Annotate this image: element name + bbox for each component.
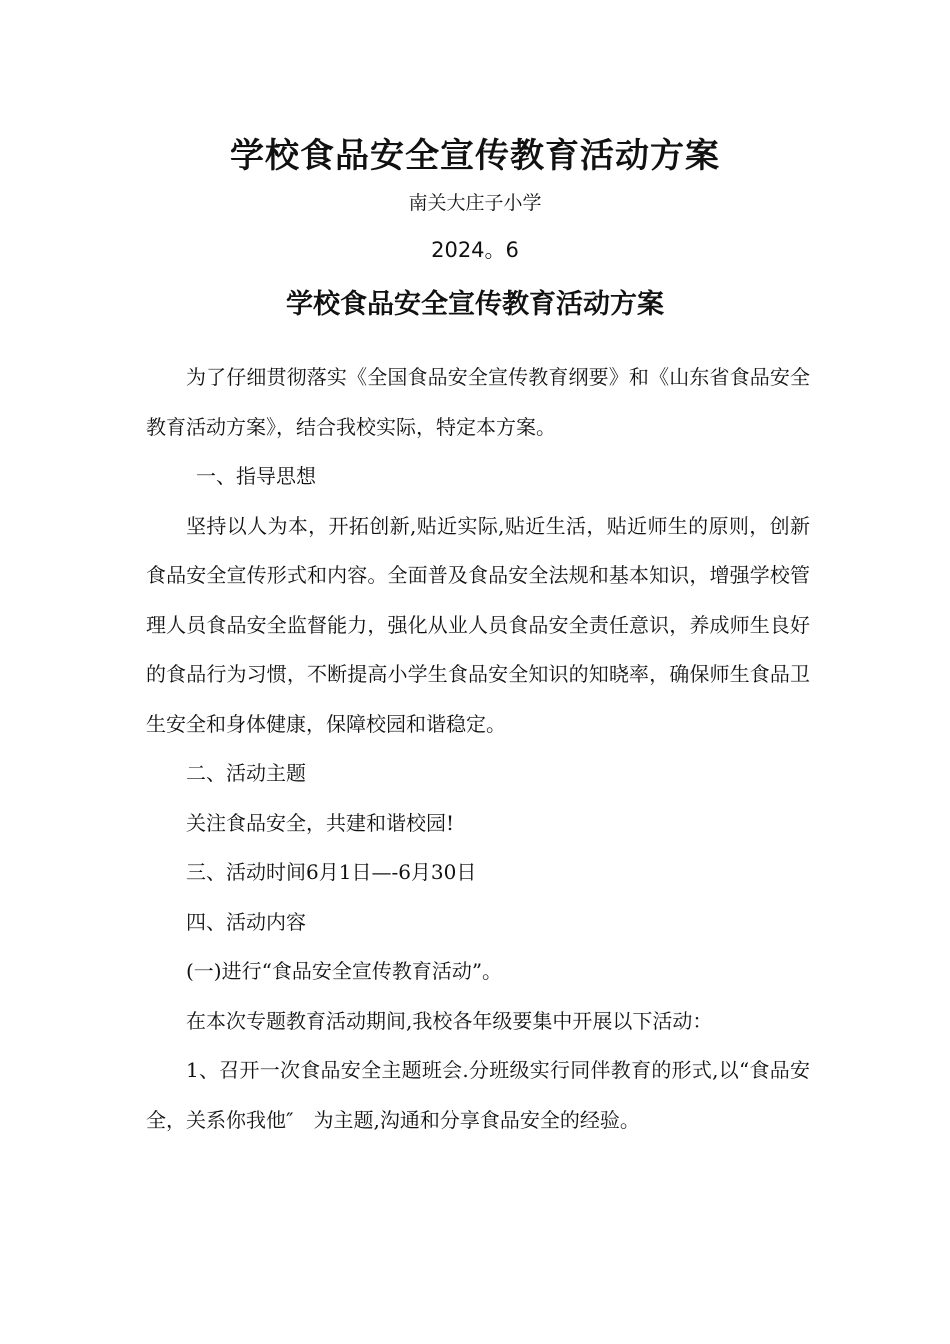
document-body [146,353,810,1145]
subsection-heading-1: (一)进行“食品安全宣传教育活动”。 [186,959,503,983]
section-heading-activity-time: 三、活动时间6月1日—-6月30日 [186,860,477,884]
section-heading-activity-content: 四、活动内容 [186,909,306,934]
activity-theme-paragraph: 关注食品安全，共建和谐校园! [186,810,455,835]
section-heading-guiding-ideology: 一、指导思想 [196,464,316,488]
section-heading-activity-theme: 二、活动主题 [186,761,306,785]
document-subtitle: 学校食品安全宣传教育活动方案 [286,289,664,320]
activity-intro-paragraph: 在本次专题教育活动期间,我校各年级要集中开展以下活动： [186,1008,713,1033]
activity-item-1: 1、召开一次食品安全主题班会.分班级实行同伴教育的形式,以“食品安全，关系你我他″ 为主题,沟通和分享食品安全的经验。 [146,1058,810,1132]
document-title: 学校食品安全宣传教育活动方案 [230,136,720,176]
document-date: 2024。6 [431,238,519,262]
guiding-ideology-paragraph: 坚持以人为本，开拓创新,贴近实际,贴近生活，贴近师生的原则，创新食品安全宣传形式和内容。全面普及食品安全法规和基本知识，增强学校管理人员食品安全监督能力，强化从业人员食品安全责任意识，养成师生良好的食品行为习惯，不断提高小学生食品安全知识的知晓率，确保师生食品卫生安全和身体健康，保障校园和谐稳定。 [146,513,810,736]
intro-paragraph: 为了仔细贯彻落实《全国食品安全宣传教育纲要》和《山东省食品安全教育活动方案》，结合我校实际，特定本方案。 [146,365,810,439]
school-name: 南关大庄子小学 [408,192,542,214]
